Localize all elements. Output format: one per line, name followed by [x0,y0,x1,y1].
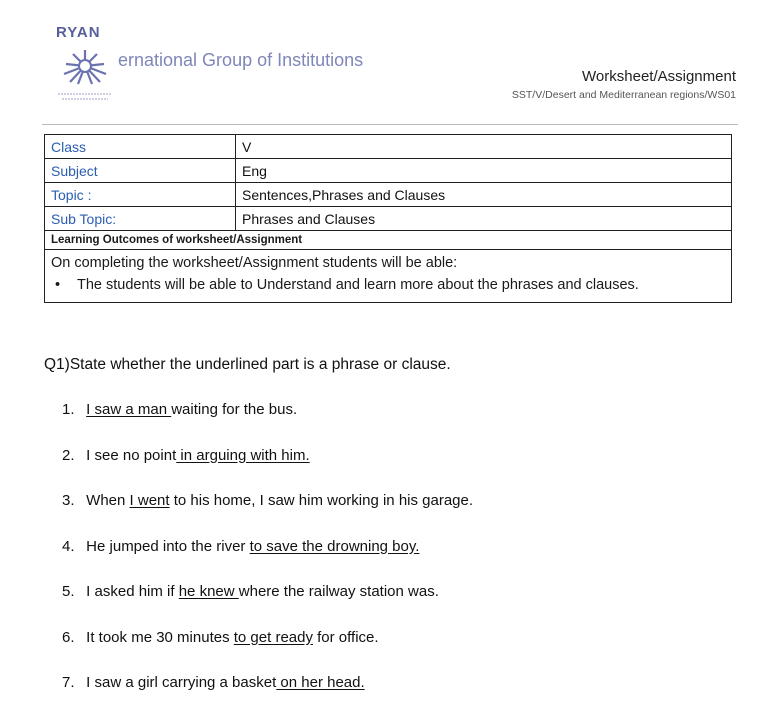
row-value: Eng [236,159,732,183]
question-title: Q1)State whether the underlined part is a phrase or clause. [44,356,451,373]
item-number: 3. [62,492,75,509]
bullet-icon: • [55,277,61,293]
item-text: He jumped into the river [86,537,250,555]
item-number: 5. [62,583,75,600]
item-underlined: in arguing with him. [176,446,310,464]
table-row [45,183,732,207]
brand-name: RYAN [56,24,101,41]
row-label: Topic : [45,183,236,207]
list-item [62,538,473,584]
outcomes-body [45,250,732,303]
item-number: 7. [62,674,75,691]
item-underlined: on her head. [276,674,365,691]
item-underlined: he knew [178,583,239,600]
item-text: It took me 30 minutes [86,628,234,646]
item-number: 2. [62,446,75,464]
item-text: for office. [312,628,379,646]
logo-tagline-icon [56,90,114,104]
item-text: I see no point [86,446,177,464]
row-label: Class [45,135,236,159]
item-text: I asked him if [86,583,179,600]
row-value: Sentences,Phrases and Clauses [236,183,732,207]
table-row [45,135,732,159]
item-number: 1. [62,401,75,418]
item-underlined: to save the drowning boy. [249,537,420,555]
item-number: 4. [62,537,75,555]
row-label: Subject [45,159,236,183]
row-value: Phrases and Clauses [236,207,732,231]
list-item [62,401,473,447]
list-item [62,674,473,720]
list-item [62,629,473,675]
table-row [45,159,732,183]
item-underlined: I saw a man [86,401,172,418]
item-number: 6. [62,628,75,646]
item-text: I saw a girl carrying a basket [86,674,277,691]
row-label: Sub Topic: [45,207,236,231]
table-row [45,231,732,250]
outcomes-bullet-text: The students will be able to Understand and learn more about the phrases and clauses. [77,277,639,293]
list-item [62,447,473,493]
item-text: When [86,492,130,509]
table-row [45,250,732,303]
question-list [62,401,473,720]
institution-name: ernational Group of Institutions [118,50,364,70]
table-row [45,207,732,231]
list-item [62,492,473,538]
outcomes-bullet [51,274,725,296]
item-text: where the railway station was. [238,583,439,600]
list-item [62,583,473,629]
worksheet-code: SST/V/Desert and Mediterranean regions/WS01 [511,89,736,101]
outcomes-heading: Learning Outcomes of worksheet/Assignment [45,231,732,250]
header-divider [42,124,738,125]
worksheet-title: Worksheet/Assignment [582,68,736,85]
outcomes-intro: On completing the worksheet/Assignment students will be able: [51,255,458,271]
item-text: to his home, I saw him working in his garage. [169,492,474,509]
item-underlined: I went [129,492,170,509]
item-underlined: to get ready [233,628,313,646]
info-table [44,134,732,303]
item-text: waiting for the bus. [171,401,298,418]
row-value: V [236,135,732,159]
